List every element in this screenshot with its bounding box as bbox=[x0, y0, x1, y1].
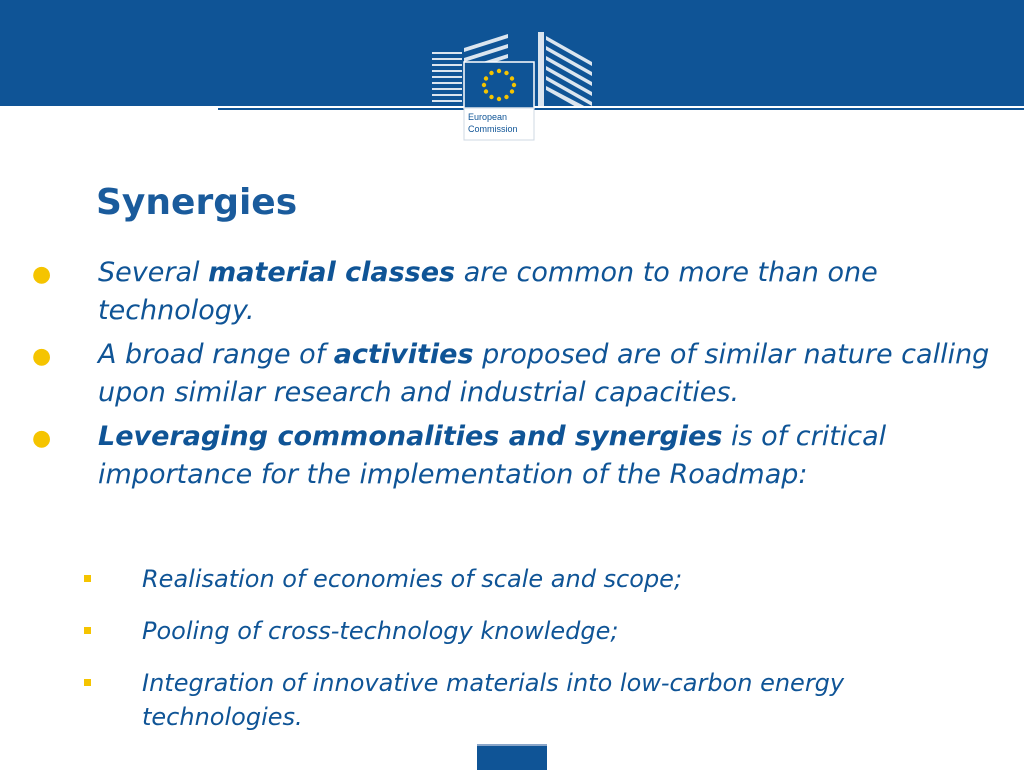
bullet-dot-icon: ● bbox=[32, 262, 52, 287]
bullet-item bbox=[0, 254, 1024, 330]
bullet-list bbox=[0, 254, 1024, 500]
header-rule bbox=[218, 108, 1024, 110]
bullet-emphasis: Leveraging commonalities and synergies bbox=[98, 421, 723, 452]
header-gap bbox=[0, 106, 218, 110]
sub-bullet-list bbox=[0, 562, 1024, 752]
bullet-text: Several bbox=[98, 257, 209, 288]
footer-flag-icon bbox=[477, 744, 547, 770]
bullet-text: is of critical importance for the implementation of the Roadmap: bbox=[98, 421, 887, 490]
sub-bullet-item bbox=[0, 562, 1024, 596]
logo-line2: Commission bbox=[468, 124, 518, 134]
bullet-text: A broad range of bbox=[98, 339, 334, 370]
bullet-item bbox=[0, 418, 1024, 494]
bullet-item bbox=[0, 336, 1024, 412]
square-bullet-icon bbox=[84, 679, 91, 686]
square-bullet-icon bbox=[84, 627, 91, 634]
bullet-dot-icon: ● bbox=[32, 426, 52, 451]
sub-bullet-text: Realisation of economies of scale and scope; bbox=[142, 565, 683, 593]
european-commission-logo bbox=[428, 28, 596, 144]
sub-bullet-text: Pooling of cross-technology knowledge; bbox=[142, 617, 619, 645]
bullet-emphasis: activities bbox=[333, 339, 474, 370]
bullet-text: proposed are of similar nature calling upon similar research and industrial capacities. bbox=[98, 339, 990, 408]
building-right bbox=[538, 32, 592, 108]
sub-bullet-item bbox=[0, 614, 1024, 648]
bullet-dot-icon: ● bbox=[32, 344, 52, 369]
sub-bullet-text: Integration of innovative materials into low-carbon energy technologies. bbox=[142, 669, 845, 731]
bullet-emphasis: material classes bbox=[208, 257, 456, 288]
logo-line1: European bbox=[468, 112, 508, 122]
square-bullet-icon bbox=[84, 575, 91, 582]
sub-bullet-item bbox=[0, 666, 1024, 734]
slide-title: Synergies bbox=[96, 182, 298, 223]
bullet-text: are common to more than one technology. bbox=[98, 257, 878, 326]
